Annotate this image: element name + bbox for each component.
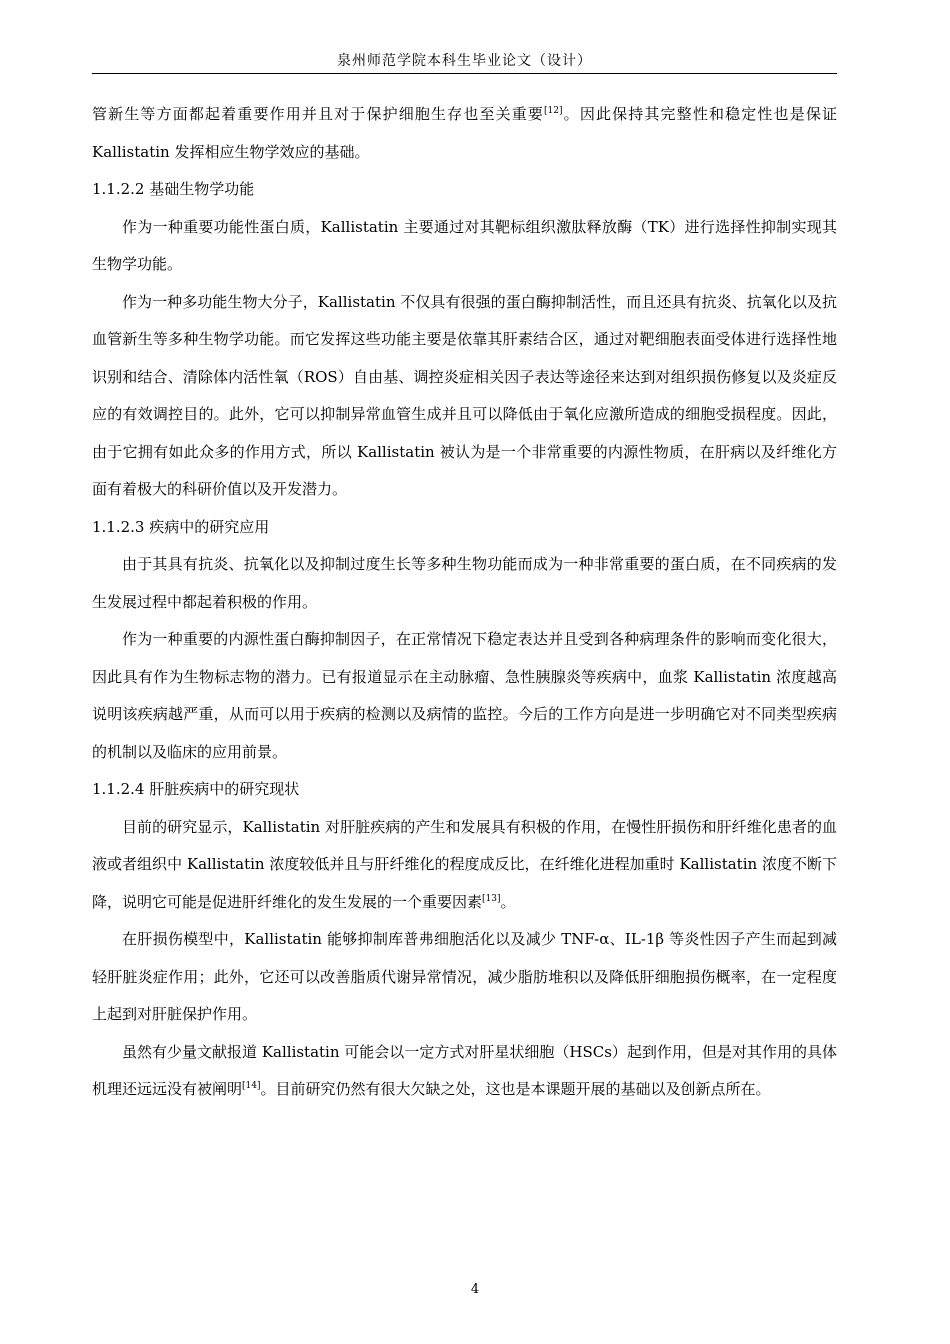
header-divider [92, 73, 837, 74]
section-heading: 1.1.2.2 基础生物学功能 [92, 180, 255, 198]
paragraph: 作为一种多功能生物大分子，Kallistatin 不仅具有很强的蛋白酶抑制活性，而且还具有抗炎、抗氧化以及抗血管新生等多种生物学功能。而它发挥这些功能主要是依靠其肝素结合区，通过对靶细胞表面受体进行选择性地识别和结合、清除体内活性氧（ROS）自由基、调控炎症相关因子表达等途径来达到对组织损伤修复以及炎症反应的有效调控目的。此外，它可以抑制异常血管生成并且可以降低由于氧化应激所造成的细胞受损程度。因此，由于它拥有如此众多的作用方式，所以 Kallistatin 被认为是一个非常重要的内源性物质，在肝病以及纤维化方面有着极大的科研价值以及开发潜力。 [92, 292, 837, 498]
document-body [92, 96, 837, 1109]
paragraph-continuation: 管新生等方面都起着重要作用并且对于保护细胞生存也至关重要[12]。因此保持其完整性和稳定性也是保证 Kallistatin 发挥相应生物学效应的基础。 [92, 105, 837, 161]
paragraph: 虽然有少量文献报道 Kallistatin 可能会以一定方式对肝星状细胞（HSCs）起到作用，但是对其作用的具体机理还远远没有被阐明[14]。目前研究仍然有很大欠缺之处，这也是本课题开展的基础以及创新点所在。 [92, 1042, 837, 1098]
citation-ref: [12] [544, 106, 563, 116]
section-heading: 1.1.2.4 肝脏疾病中的研究现状 [92, 780, 300, 798]
paragraph: 作为一种重要功能性蛋白质，Kallistatin 主要通过对其靶标组织激肽释放酶（TK）进行选择性抑制实现其生物学功能。 [92, 217, 837, 273]
citation-ref: [13] [482, 893, 501, 904]
citation-ref: [14] [242, 1081, 261, 1091]
paragraph: 由于其具有抗炎、抗氧化以及抑制过度生长等多种生物功能而成为一种非常重要的蛋白质，在不同疾病的发生发展过程中都起着积极的作用。 [92, 555, 837, 611]
paragraph: 作为一种重要的内源性蛋白酶抑制因子，在正常情况下稳定表达并且受到各种病理条件的影响而变化很大，因此具有作为生物标志物的潜力。已有报道显示在主动脉瘤、急性胰腺炎等疾病中，血浆 Kallistatin 浓度越高说明该疾病越严重，从而可以用于疾病的检测以及病情的监控。今后的工作方向是进一步明确它对不同类型疾病的机制以及临床的应用前景。 [92, 630, 837, 761]
paragraph: 目前的研究显示，Kallistatin 对肝脏疾病的产生和发展具有积极的作用，在慢性肝损伤和肝纤维化患者的血液或者组织中 Kallistatin 浓度较低并且与肝纤维化的程度成反比，在纤维化进程加重时 Kallistatin 浓度不断下降，说明它可能是促进肝纤维化的发生发展的一个重要因素[13]。 [92, 817, 837, 911]
paragraph: 在肝损伤模型中，Kallistatin 能够抑制库普弗细胞活化以及减少 TNF-α、IL-1β 等炎性因子产生而起到减轻肝脏炎症作用；此外，它还可以改善脂质代谢异常情况，减少脂肪堆积以及降低肝细胞损伤概率，在一定程度上起到对肝脏保护作用。 [92, 930, 837, 1023]
page-number: 4 [470, 1282, 480, 1297]
section-heading: 1.1.2.3 疾病中的研究应用 [92, 517, 270, 536]
running-header: 泉州师范学院本科生毕业论文（设计） [337, 53, 592, 69]
